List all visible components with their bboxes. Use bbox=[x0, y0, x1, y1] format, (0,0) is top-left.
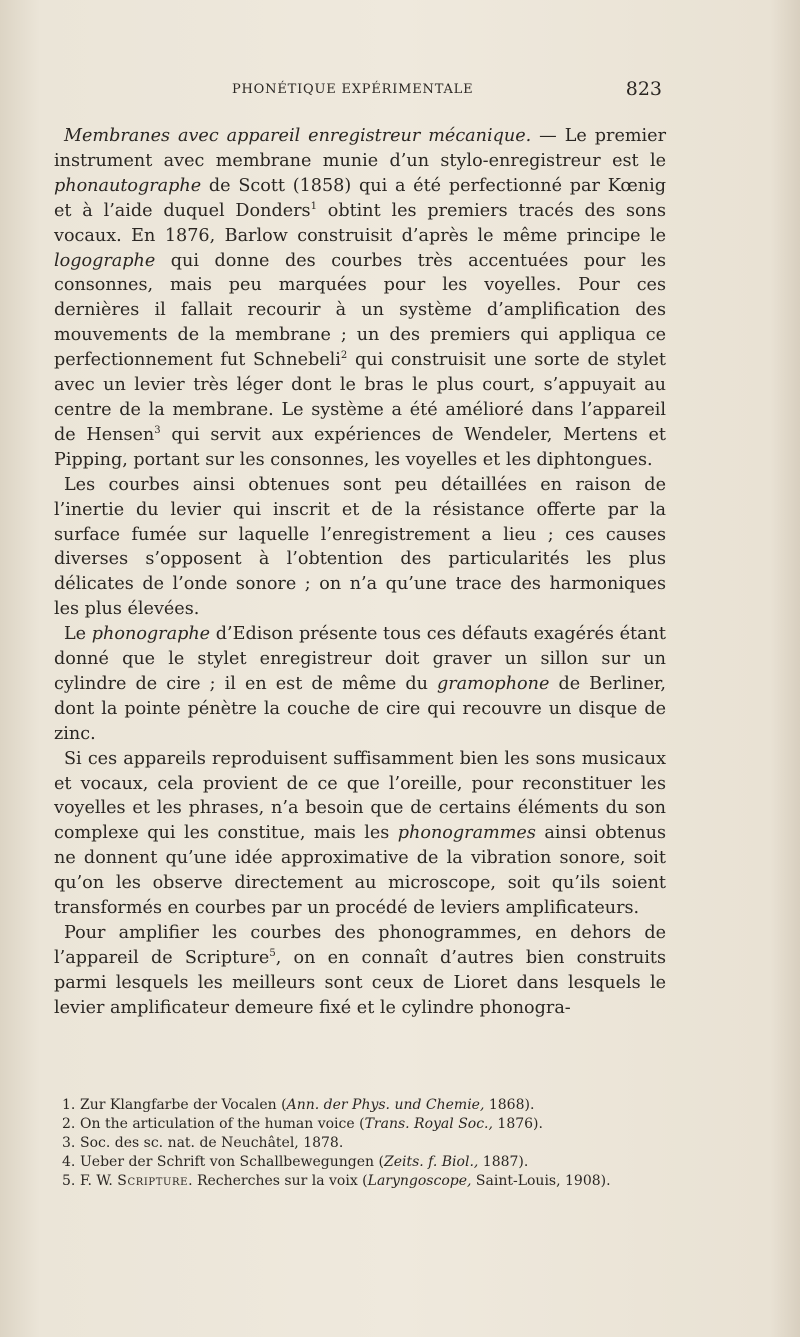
text-run: Ueber der Schrift von Schallbewegungen ( bbox=[80, 1154, 384, 1170]
paragraph-5 bbox=[54, 921, 666, 1021]
paragraph-1 bbox=[54, 124, 666, 473]
italic-term: Trans. Royal Soc., bbox=[364, 1116, 493, 1132]
text-run: d’Edison présente tous ces défauts exagérés étant donné que le stylet enregistreur doit graver un sillon sur un cylindre de cire ; il en est de même du bbox=[54, 624, 666, 694]
text-run: F. W. bbox=[80, 1173, 118, 1189]
footnote-number: 1. bbox=[62, 1097, 76, 1113]
text-run: — Le premier instrument avec membrane munie d’un stylo-enregistreur est le bbox=[54, 126, 666, 171]
text-run: Le bbox=[64, 624, 92, 645]
text-run: Pour amplifier les courbes des phonogrammes, en dehors de l’appareil de Scripture bbox=[54, 923, 666, 968]
text-run: 1876). bbox=[492, 1116, 543, 1132]
footnote bbox=[62, 1134, 662, 1153]
footnotes bbox=[62, 1096, 662, 1191]
text-run: Zur Klangfarbe der Vocalen ( bbox=[80, 1097, 287, 1113]
page-number: 823 bbox=[625, 78, 662, 100]
author-name: Scripture bbox=[117, 1173, 189, 1189]
text-run: . Recherches sur la voix ( bbox=[188, 1173, 368, 1189]
text-run: qui servit aux expériences de Wendeler, Mertens et Pipping, portant sur les consonnes, les voyelles et les diphtongues. bbox=[54, 424, 666, 470]
text-run: de Scott (1858) qui a été perfectionné par Kœnig et à l’aide duquel Donders bbox=[54, 175, 666, 221]
italic-term: phonographe bbox=[91, 624, 211, 645]
running-header bbox=[232, 78, 662, 102]
italic-term: logographe bbox=[54, 250, 156, 271]
footnote-ref: 5 bbox=[269, 948, 276, 960]
footnote-ref: 1 bbox=[310, 200, 317, 212]
italic-term: Laryngoscope, bbox=[367, 1173, 472, 1189]
footnote bbox=[62, 1096, 662, 1115]
italic-term: Ann. der Phys. und Chemie, bbox=[286, 1097, 485, 1113]
footnote-number: 4. bbox=[62, 1154, 76, 1170]
footnote-number: 3. bbox=[62, 1135, 76, 1151]
text-run: 1868). bbox=[484, 1097, 535, 1113]
italic-term: Zeits. f. Biol., bbox=[383, 1154, 479, 1170]
footnote bbox=[62, 1172, 662, 1191]
footnote-ref: 2 bbox=[340, 350, 348, 362]
italic-term: phonautographe bbox=[54, 175, 202, 196]
text-run: Si ces appareils reproduisent suffisamment bien les sons musicaux et vocaux, cela provient de ce que l’oreille, pour reconstituer les voyelles et les phrases, n’a besoin que de certains éléments du son complexe qui les constitue, mais les bbox=[54, 748, 666, 844]
text-run: 1887). bbox=[478, 1154, 529, 1170]
italic-term: gramophone bbox=[437, 673, 550, 694]
text-run: Saint-Louis, 1908). bbox=[471, 1173, 611, 1189]
main-text bbox=[54, 124, 666, 1021]
text-run: obtint les premiers tracés des sons vocaux. En 1876, Barlow construisit d’après le même principe le bbox=[54, 200, 666, 246]
section-heading: Membranes avec appareil enregistreur mécanique. bbox=[64, 126, 532, 146]
text-run: ainsi obtenus ne donnent qu’une idée approximative de la vibration sonore, soit qu’on les observe directement au microscope, soit qu’ils soient transformés en courbes par un procédé de leviers amplificateurs. bbox=[54, 823, 666, 919]
text-run: , on en connaît d’autres bien construits parmi lesquels les meilleurs sont ceux de Lioret dans lesquels le levier amplificateur demeure fixé et le cylindre phonogra- bbox=[54, 947, 667, 1018]
italic-term: phonogrammes bbox=[397, 823, 536, 844]
footnote-ref: 3 bbox=[154, 425, 161, 437]
text-run: On the articulation of the human voice ( bbox=[80, 1116, 365, 1132]
text-run: Soc. des sc. nat. de Neuchâtel, 1878. bbox=[80, 1135, 344, 1151]
running-title: PHONÉTIQUE EXPÉRIMENTALE bbox=[232, 82, 474, 97]
paragraph-4 bbox=[54, 747, 666, 921]
text-run: de Berliner, dont la pointe pénètre la couche de cire qui recouvre un disque de zinc. bbox=[54, 673, 666, 744]
text-run: qui donne des courbes très accentuées pour les consonnes, mais peu marquées pour les voyelles. Pour ces dernières il fallait recourir à un système d’amplification des mouvements de la membrane ; un des premiers qui appliqua ce perfectionnement fut Schnebeli bbox=[54, 250, 666, 371]
footnote bbox=[62, 1115, 662, 1134]
paragraph-3 bbox=[54, 622, 666, 747]
footnote-number: 5. bbox=[62, 1173, 76, 1189]
paragraph-2: Les courbes ainsi obtenues sont peu détaillées en raison de l’inertie du levier qui inscrit et de la résistance offerte par la surface fumée sur laquelle l’enregistrement a lieu ; ces causes diverses s’opposent à l’obtention des particularités les plus délicates de l’onde sonore ; on n’a qu’une trace des harmoniques les plus élevées. bbox=[54, 474, 666, 620]
text-run: qui construisit une sorte de stylet avec un levier très léger dont le bras le plus court, s’appuyait au centre de la membrane. Le système a été amélioré dans l’appareil de Hensen bbox=[54, 350, 667, 445]
footnote bbox=[62, 1153, 662, 1172]
footnote-number: 2. bbox=[62, 1116, 76, 1132]
